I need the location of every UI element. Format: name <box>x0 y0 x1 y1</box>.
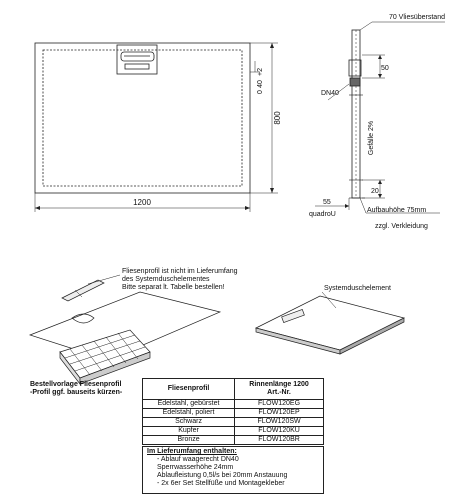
dim-small-a-text: +2 <box>257 68 264 76</box>
drain-housing <box>117 45 157 74</box>
height-label: Aufbauhöhe 75mm <box>367 207 427 214</box>
order-note-line1: Bestellvorlage Fliesenprofil <box>30 381 122 388</box>
table-row: Bronze FLOW120BR <box>143 436 324 445</box>
tray-inner-outline <box>43 50 242 186</box>
header-profile: Fliesenprofil <box>143 379 235 400</box>
dim-20-text: 20 <box>371 188 379 195</box>
section-view <box>315 22 445 213</box>
table-row: Edelstahl, gebürstet FLOW120EG <box>143 400 324 409</box>
table-row: Edelstahl, poliert FLOW120EP <box>143 409 324 418</box>
dn-label: DN40 <box>321 90 339 97</box>
drain-slot <box>121 52 154 61</box>
tile-profile <box>62 280 104 301</box>
system-element-top <box>256 296 404 350</box>
tray-outline <box>35 43 250 193</box>
fleece-label: 70 Vliesüberstand <box>388 14 445 21</box>
dim-small-b-text: 40 <box>257 80 264 88</box>
profile-note-line3: Bitte separat lt. Tabelle bestellen! <box>122 284 225 291</box>
dim-55-text: 55 <box>323 199 331 206</box>
scope-item: Sperrwasserhöhe 24mm <box>157 464 234 471</box>
order-note-line2: -Profil ggf. bauseits kürzen- <box>30 389 123 396</box>
top-view <box>35 43 278 212</box>
scope-item: - 2x 6er Set Stellfüße und Montagekleber <box>157 480 285 487</box>
profile-note-line1: Fliesenprofil ist nicht im Lieferumfang <box>122 268 238 275</box>
profile-table <box>142 378 324 445</box>
cladding-label: zzgl. Verkleidung <box>375 223 428 230</box>
table-row: Schwarz FLOW120SW <box>143 418 324 427</box>
dim-width-text: 1200 <box>133 198 151 207</box>
drain-outlet <box>125 64 149 69</box>
top-view-arrows <box>35 43 274 210</box>
system-label: Systemduschelement <box>324 285 391 292</box>
dim-height-text: 800 <box>273 111 282 125</box>
profile-table-header <box>143 379 324 400</box>
profile-note <box>122 268 238 292</box>
quadro-label: quadroU <box>309 211 336 218</box>
scope-item: - Ablauf waagerecht DN40 <box>157 456 239 463</box>
scope-heading: Im Lieferumfang enthalten: <box>147 448 237 455</box>
dim-50-text: 50 <box>381 65 389 72</box>
profile-note-line2: des Systemduschelementes <box>122 276 210 283</box>
table-row: Kupfer FLOW120KU <box>143 427 324 436</box>
drain-section <box>349 60 361 76</box>
drain-outlet-section <box>350 78 360 86</box>
header-article: Rinnenlänge 1200 Art.-Nr. <box>235 379 324 400</box>
dim-small-c-text: 0 <box>257 90 264 94</box>
scope-box <box>142 446 324 494</box>
scope-item: Ablaufleistung 0,5l/s bei 20mm Anstauung <box>157 472 288 479</box>
iso-right <box>256 292 404 354</box>
slope-label: Gefälle 2% <box>368 120 375 156</box>
order-note <box>30 381 122 397</box>
